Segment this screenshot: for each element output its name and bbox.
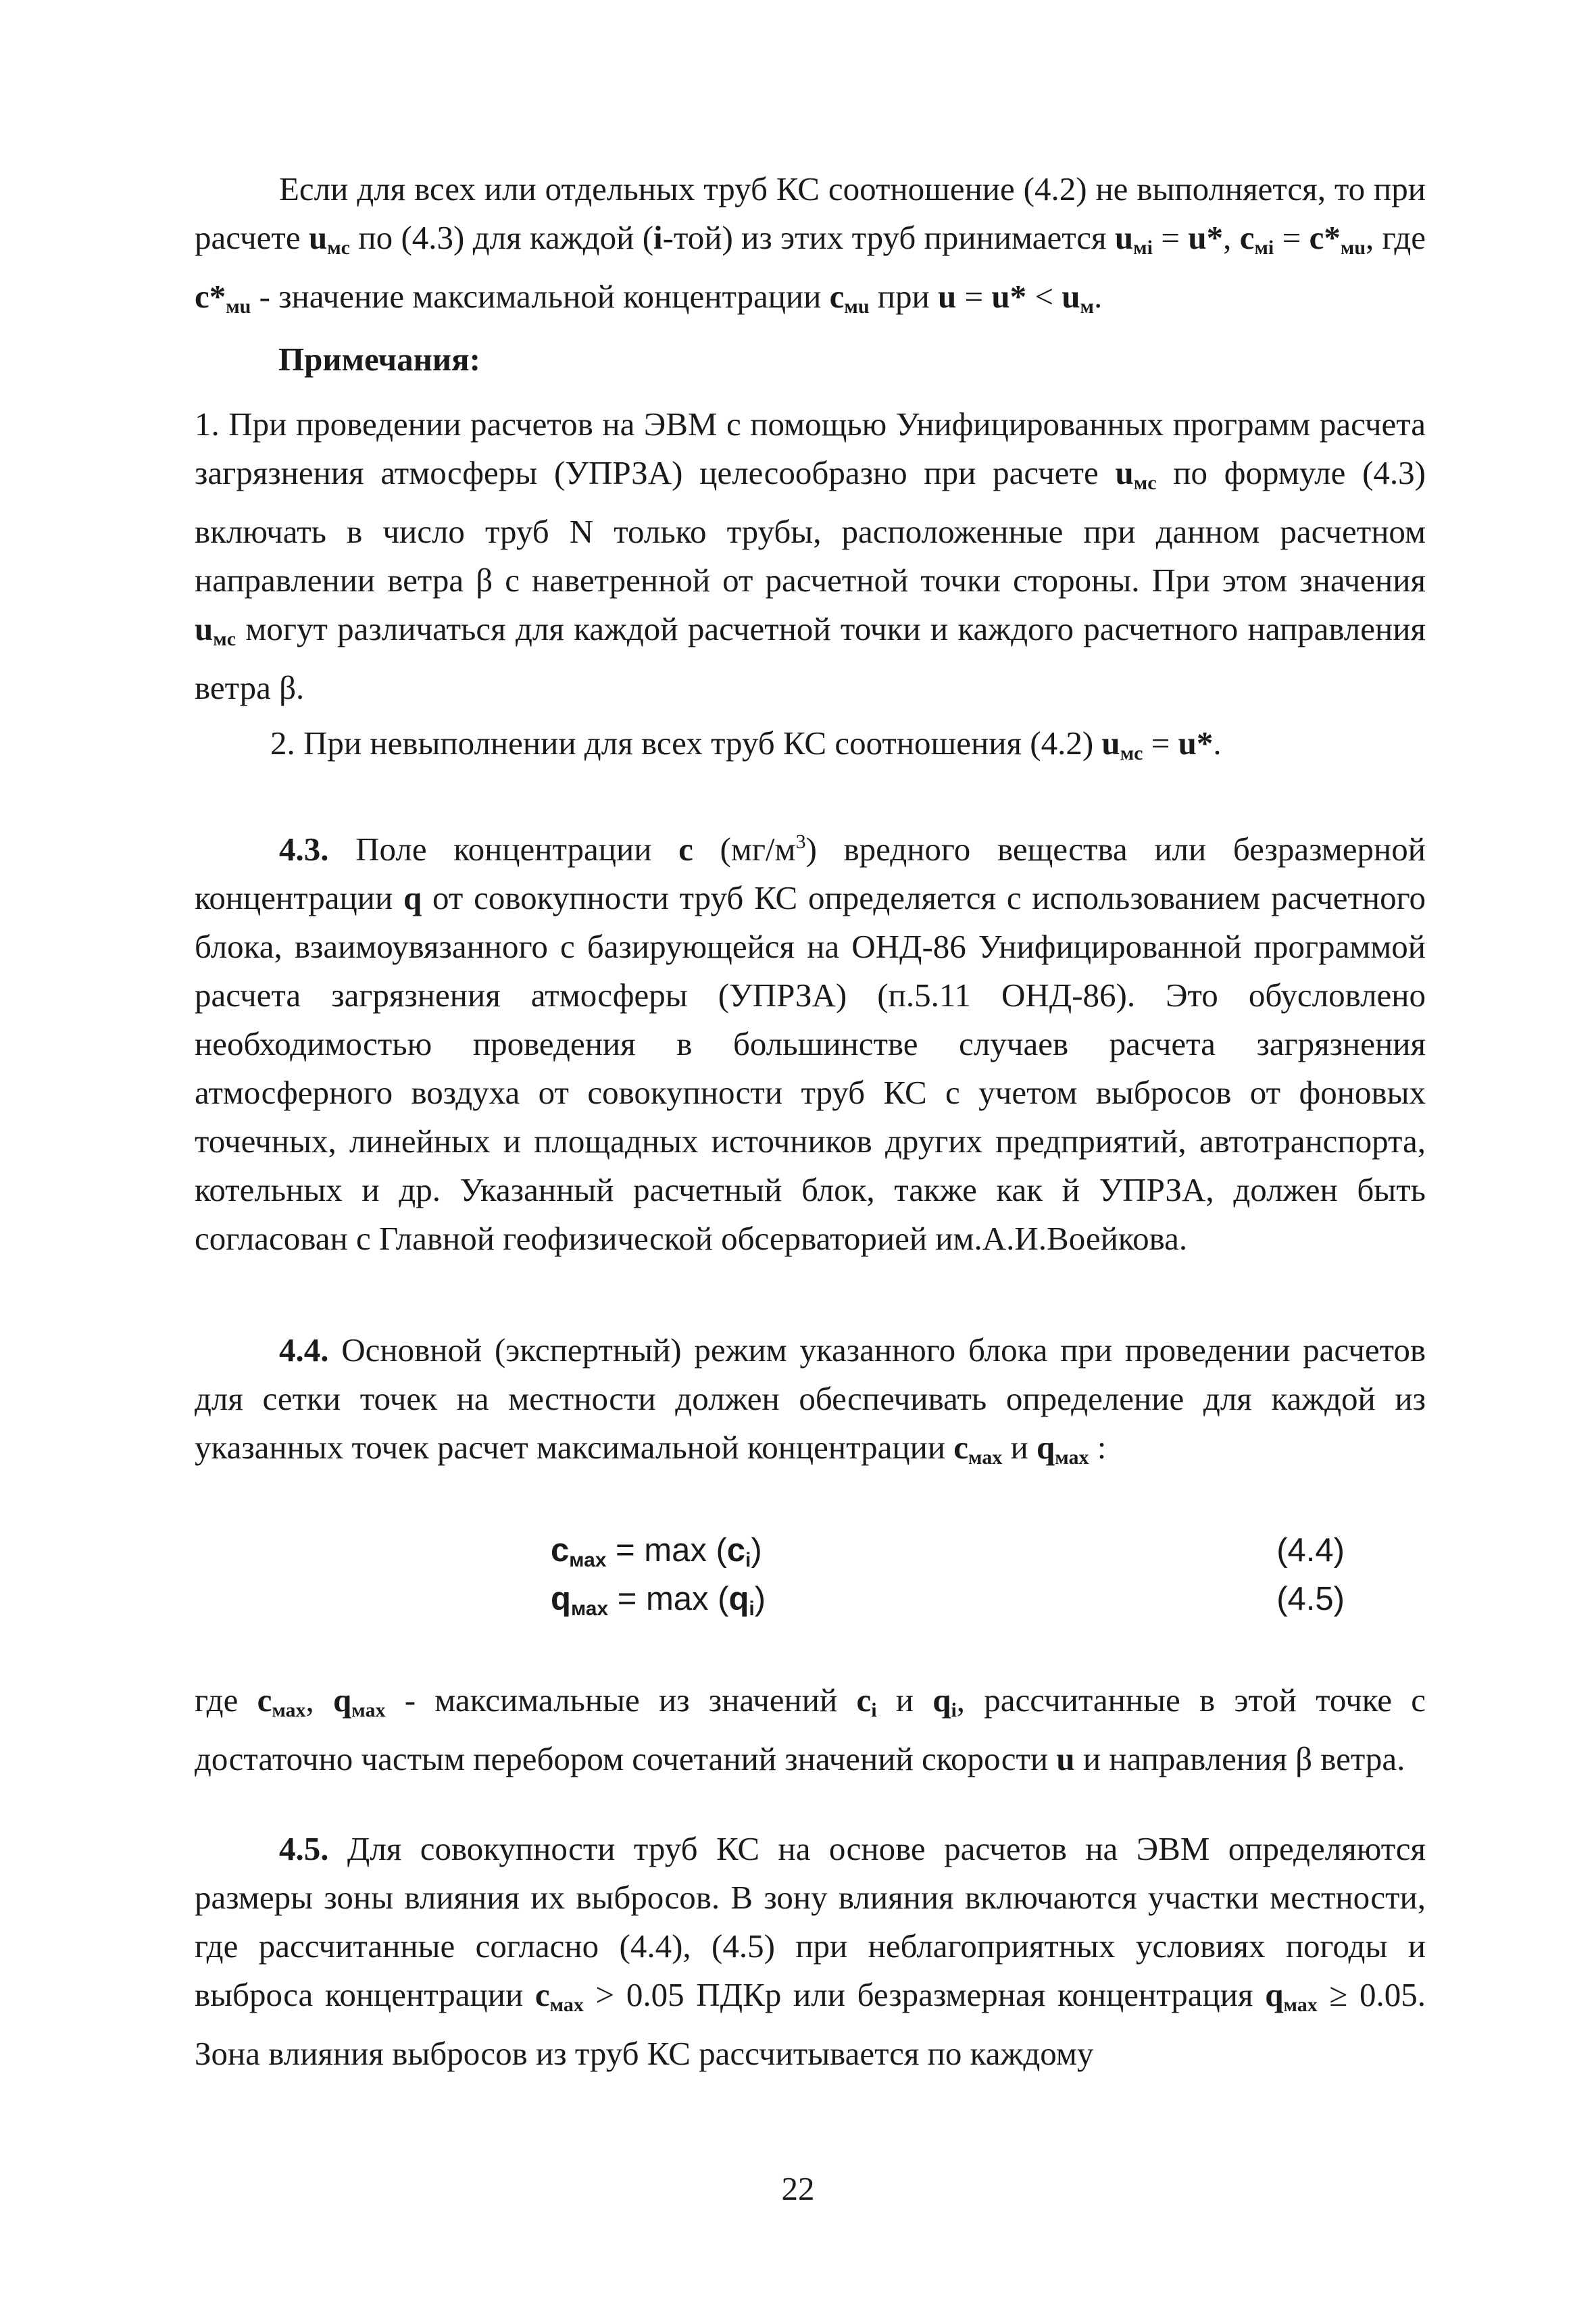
subscript: i xyxy=(951,1699,957,1721)
superscript: 3 xyxy=(795,831,806,853)
var-u: u xyxy=(195,610,214,647)
text-run: < xyxy=(1026,278,1062,315)
subscript: i xyxy=(871,1699,877,1721)
var-c: c xyxy=(257,1681,272,1719)
subscript: мu xyxy=(226,295,251,318)
note-2 xyxy=(195,719,1426,778)
paragraph-where xyxy=(195,1676,1426,1783)
subscript: мu xyxy=(844,295,870,318)
subscript: мах xyxy=(570,1598,609,1620)
subscript: мс xyxy=(1120,742,1143,764)
var-u: u xyxy=(1101,724,1120,762)
note-1 xyxy=(195,400,1426,712)
text-run: ) xyxy=(754,1581,766,1617)
text-run: = xyxy=(1143,724,1178,762)
var-u-star: u* xyxy=(991,278,1027,315)
text-run: при xyxy=(869,278,938,315)
var-u: u xyxy=(308,219,328,256)
text-run: . xyxy=(1213,724,1222,762)
text-run: -той) из этих труб принимается xyxy=(662,219,1115,256)
subscript: i xyxy=(749,1598,755,1620)
subscript: мах xyxy=(1055,1446,1089,1469)
text-run: могут различаться для каждой расчетной точки и каждого расчетного направления ветра β. xyxy=(195,610,1426,706)
text-run: = max ( xyxy=(608,1581,729,1617)
subscript: мах xyxy=(351,1699,386,1721)
var-c: c xyxy=(534,1976,550,2013)
var-c: c xyxy=(551,1532,570,1569)
text-run: Поле концентрации xyxy=(328,831,679,868)
var-c-star: c* xyxy=(1309,219,1341,256)
text-run: 2. При невыполнении для всех труб КС соотношения (4.2) xyxy=(270,724,1102,762)
var-i: i xyxy=(653,219,663,256)
subscript: i xyxy=(745,1549,751,1571)
text-run: и xyxy=(876,1681,933,1719)
paragraph-4-4 xyxy=(195,1326,1426,1482)
var-q: q xyxy=(1037,1429,1055,1466)
text-run: = max ( xyxy=(606,1532,727,1569)
section-number: 4.3. xyxy=(279,831,329,868)
var-u-star: u* xyxy=(1188,219,1224,256)
var-c: c xyxy=(1239,219,1255,256)
subscript: мс xyxy=(1133,472,1157,494)
text-run: : xyxy=(1089,1429,1107,1466)
subscript: мс xyxy=(327,237,350,259)
text-run: 1. При проведении расчетов на ЭВМ с помощью Унифицированных программ расчета загрязнения атмосферы (УПРЗА) целесообразно при расчете xyxy=(195,405,1426,491)
text-run: Если для всех или отдельных труб КС соотношение (4.2) не выполняется, то при расчете xyxy=(195,170,1426,256)
text-run: - максимальные из значений xyxy=(385,1681,857,1719)
text-run: ≥ 0.05. Зона влияния выбросов из труб КС рассчитывается по каждому xyxy=(195,1976,1426,2072)
var-q: q xyxy=(333,1681,352,1719)
var-c: c xyxy=(678,831,693,868)
text-run: , рассчитанные в этой точке с достаточно частым перебором сочетаний значений скорости xyxy=(195,1681,1426,1777)
text-run: и направления β ветра. xyxy=(1074,1740,1405,1777)
var-c: c xyxy=(726,1532,746,1569)
equation-number: (4.5) xyxy=(1276,1581,1345,1617)
text-run: от совокупности труб КС определяется с использованием расчетного блока, взаимоувязанного с базирующейся на ОНД-86 Унифицированной программой расчета загрязнения атмосферы (УПРЗА) (п.5.11 ОНД-86). Это обусловлено необходимостью проведения в большинстве случаев расчета загрязнения атмосферного воздуха от совокупности труб КС с учетом выбросов от фоновых точечных, линейных и площадных источников других предприятий, автотранспорта, котельных и др. Указанный расчетный блок, также как й УПРЗА, должен быть согласован с Главной геофизической обсерваторией им.А.И.Воейкова. xyxy=(195,879,1426,1257)
paragraph-4-5 xyxy=(195,1825,1426,2078)
var-u: u xyxy=(1056,1740,1075,1777)
paragraph-condition xyxy=(195,165,1426,331)
var-c: c xyxy=(829,278,845,315)
text-run: , где xyxy=(1366,219,1426,256)
var-u: u xyxy=(1062,278,1080,315)
text-run: и xyxy=(1002,1429,1037,1466)
var-u: u xyxy=(1114,219,1134,256)
text-run: > 0.05 ПДКр или безразмерная концентрация xyxy=(583,1976,1266,2013)
text-run: (мг/м xyxy=(693,831,796,868)
subscript: мах xyxy=(569,1549,607,1571)
equation-formula xyxy=(551,1575,766,1633)
subscript: мах xyxy=(1283,1994,1318,2016)
var-q: q xyxy=(551,1581,571,1617)
var-q: q xyxy=(728,1581,749,1617)
subscript: мах xyxy=(549,1994,584,2016)
text-run: Для совокупности труб КС на основе расчетов на ЭВМ определяются размеры зоны влияния их выбросов. В зону влияния включаются участки местности, где рассчитанные согласно (4.4), (4.5) при неблагоприятных условиях погоды и выброса концентрации xyxy=(195,1830,1426,2013)
var-u: u xyxy=(937,278,957,315)
subscript: мi xyxy=(1254,237,1274,259)
text-run: по (4.3) для каждой ( xyxy=(349,219,654,256)
notes-heading: Примечания: xyxy=(278,341,480,378)
var-c: c xyxy=(953,1429,969,1466)
text-run: по формуле (4.3) включать в число труб N только трубы, расположенные при данном расчетном направлении ветра β с наветренной от расчетной точки стороны. При этом значения xyxy=(195,454,1426,599)
subscript: м xyxy=(1080,295,1094,318)
text-run: = xyxy=(956,278,992,315)
text-run: - значение максимальной концентрации xyxy=(251,278,830,315)
section-number: 4.5. xyxy=(279,1830,329,1867)
section-number: 4.4. xyxy=(279,1331,329,1369)
var-u-star: u* xyxy=(1178,724,1214,762)
text-run: , xyxy=(1223,219,1240,256)
text-run: = xyxy=(1152,219,1189,256)
text-run: , xyxy=(305,1681,334,1719)
var-c-star: c* xyxy=(195,278,226,315)
var-u: u xyxy=(1115,454,1134,491)
subscript: мс xyxy=(213,628,236,650)
text-run: ) вредного вещества или безразмерной концентрации xyxy=(195,831,1426,916)
equation-number: (4.4) xyxy=(1276,1532,1345,1569)
paragraph-4-3 xyxy=(195,818,1426,1263)
subscript: мu xyxy=(1340,237,1366,259)
text-run: где xyxy=(195,1681,257,1719)
text-run: . xyxy=(1093,278,1103,315)
text-run: ) xyxy=(751,1532,762,1569)
text-run: = xyxy=(1274,219,1310,256)
var-q: q xyxy=(1265,1976,1284,2013)
var-c: c xyxy=(856,1681,872,1719)
text-run: Основной (экспертный) режим указанного блока при проведении расчетов для сетки точек на местности должен обеспечивать определение для каждой из указанных точек расчет максимальной концентрации xyxy=(195,1331,1426,1466)
subscript: мах xyxy=(272,1699,306,1721)
var-q: q xyxy=(403,879,422,916)
page-number: 22 xyxy=(781,2170,815,2207)
subscript: мах xyxy=(968,1446,1003,1469)
var-q: q xyxy=(932,1681,951,1719)
subscript: мi xyxy=(1133,237,1153,259)
